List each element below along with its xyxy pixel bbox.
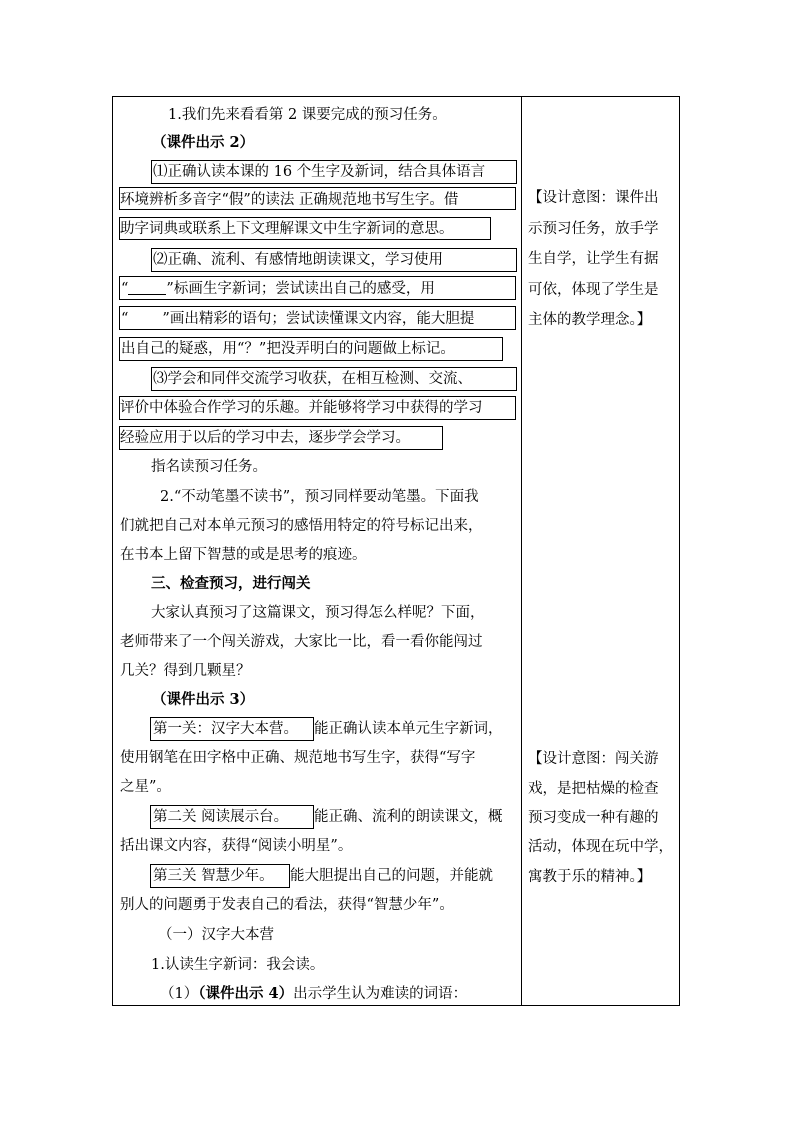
level-2-title: 第二关 阅读展示台。 [153, 809, 289, 825]
quote-close: ” [162, 311, 170, 327]
text-line: 指名读预习任务。 [151, 459, 267, 475]
text-line: 能正确认读本单元生字新词， [314, 721, 503, 737]
column-divider [521, 96, 522, 1006]
quote-open: “ [121, 311, 129, 327]
text-line-with-wavy-sample [121, 309, 474, 329]
text-line: 能大胆提出自己的问题，并能就 [290, 868, 493, 884]
text-line: ⑶学会和同伴交流学习收获，在相互检测、交流、 [153, 371, 472, 387]
text-line: 使用钢笔在田字格中正确、规范地书写生字，获得“写字 [120, 750, 476, 766]
design-note-1-line: 【设计意图：课件出 [528, 190, 659, 206]
text-line: 环境辨析多音字“假”的读法 正确规范地书写生字。借 [120, 192, 459, 208]
text-line: 括出课文内容，获得“阅读小明星”。 [120, 838, 353, 854]
text-line [160, 984, 467, 1004]
text-line: 别人的问题勇于发表自己的看法，获得“智慧少年”。 [120, 897, 454, 913]
text-line: 老师带来了一个闯关游戏，大家比一比，看一看你能闯过 [120, 634, 483, 650]
courseware-label: （课件出示 4） [198, 985, 294, 1002]
text-line: 几关？得到几颗星？ [120, 663, 251, 679]
design-note-1-line: 主体的教学理念。】 [528, 312, 652, 328]
design-note-2-line: 【设计意图：闯关游 [528, 751, 659, 767]
text-line-with-underline-sample [121, 279, 435, 299]
courseware-label: （课件出示 3） [152, 691, 255, 708]
design-note-2-line: 寓教于乐的精神。】 [528, 869, 652, 885]
level-1-title: 第一关：汉字大本营。 [153, 721, 298, 737]
design-note-1-line: 生自学，让学生有据 [528, 251, 659, 267]
level-3-title: 第三关 智慧少年。 [153, 868, 274, 884]
step-number: （1） [160, 986, 199, 1002]
wavy-line-sample [128, 313, 162, 323]
underline-sample [128, 280, 166, 295]
step-text: 出示学生认为难读的词语： [293, 986, 468, 1002]
design-note-1-line: 可依，体现了学生是 [528, 282, 659, 298]
text-line: 2.“不动笔墨不读书”，预习同样要动笔墨。下面我 [160, 489, 479, 505]
text-line: 1.认读生字新词：我会读。 [151, 957, 325, 973]
text-line: ⑵正确、流利、有感情地朗读课文，学习使用 [153, 252, 443, 268]
design-note-2-line: 预习变成一种有趣的 [528, 810, 659, 826]
subsection-heading: （一）汉字大本营 [158, 927, 274, 943]
text-line: 出自己的疑惑，用“？”把没弄明白的问题做上标记。 [121, 341, 455, 357]
text-line: 经验应用于以后的学习中去，逐步学会学习。 [120, 430, 410, 446]
text-line: 在书本上留下智慧的或是思考的痕迹。 [120, 547, 367, 563]
text-line: 助字词典或联系上下文理解课文中生字新词的意思。 [120, 221, 454, 237]
text-line: 评价中体验合作学习的乐趣。并能够将学习中获得的学习 [120, 400, 483, 416]
quote-close: ” [166, 281, 174, 297]
quote-open: “ [121, 281, 129, 297]
text-line: 之星”。 [120, 779, 171, 795]
section-heading: 三、检查预习，进行闯关 [151, 575, 311, 592]
text-line: 能正确、流利的朗读课文，概 [314, 809, 503, 825]
text-line: 画出精彩的语句；尝试读懂课文内容，能大胆提 [169, 311, 475, 327]
text-line: 1.我们先来看看第 2 课要完成的预习任务。 [168, 107, 447, 123]
text-line: 们就把自己对本单元预习的感悟用特定的符号标记出来， [120, 518, 483, 534]
courseware-label: （课件出示 2） [152, 134, 255, 151]
design-note-2-line: 活动，体现在玩中学， [528, 839, 673, 855]
design-note-1-line: 示预习任务，放手学 [528, 221, 659, 237]
text-line: 大家认真预习了这篇课文，预习得怎么样呢？下面， [151, 605, 485, 621]
text-line: ⑴正确认读本课的 16 个生字及新词，结合具体语言 [153, 164, 486, 180]
text-line: 标画生字新词；尝试读出自己的感受，用 [173, 281, 435, 297]
design-note-2-line: 戏，是把枯燥的检查 [528, 781, 659, 797]
